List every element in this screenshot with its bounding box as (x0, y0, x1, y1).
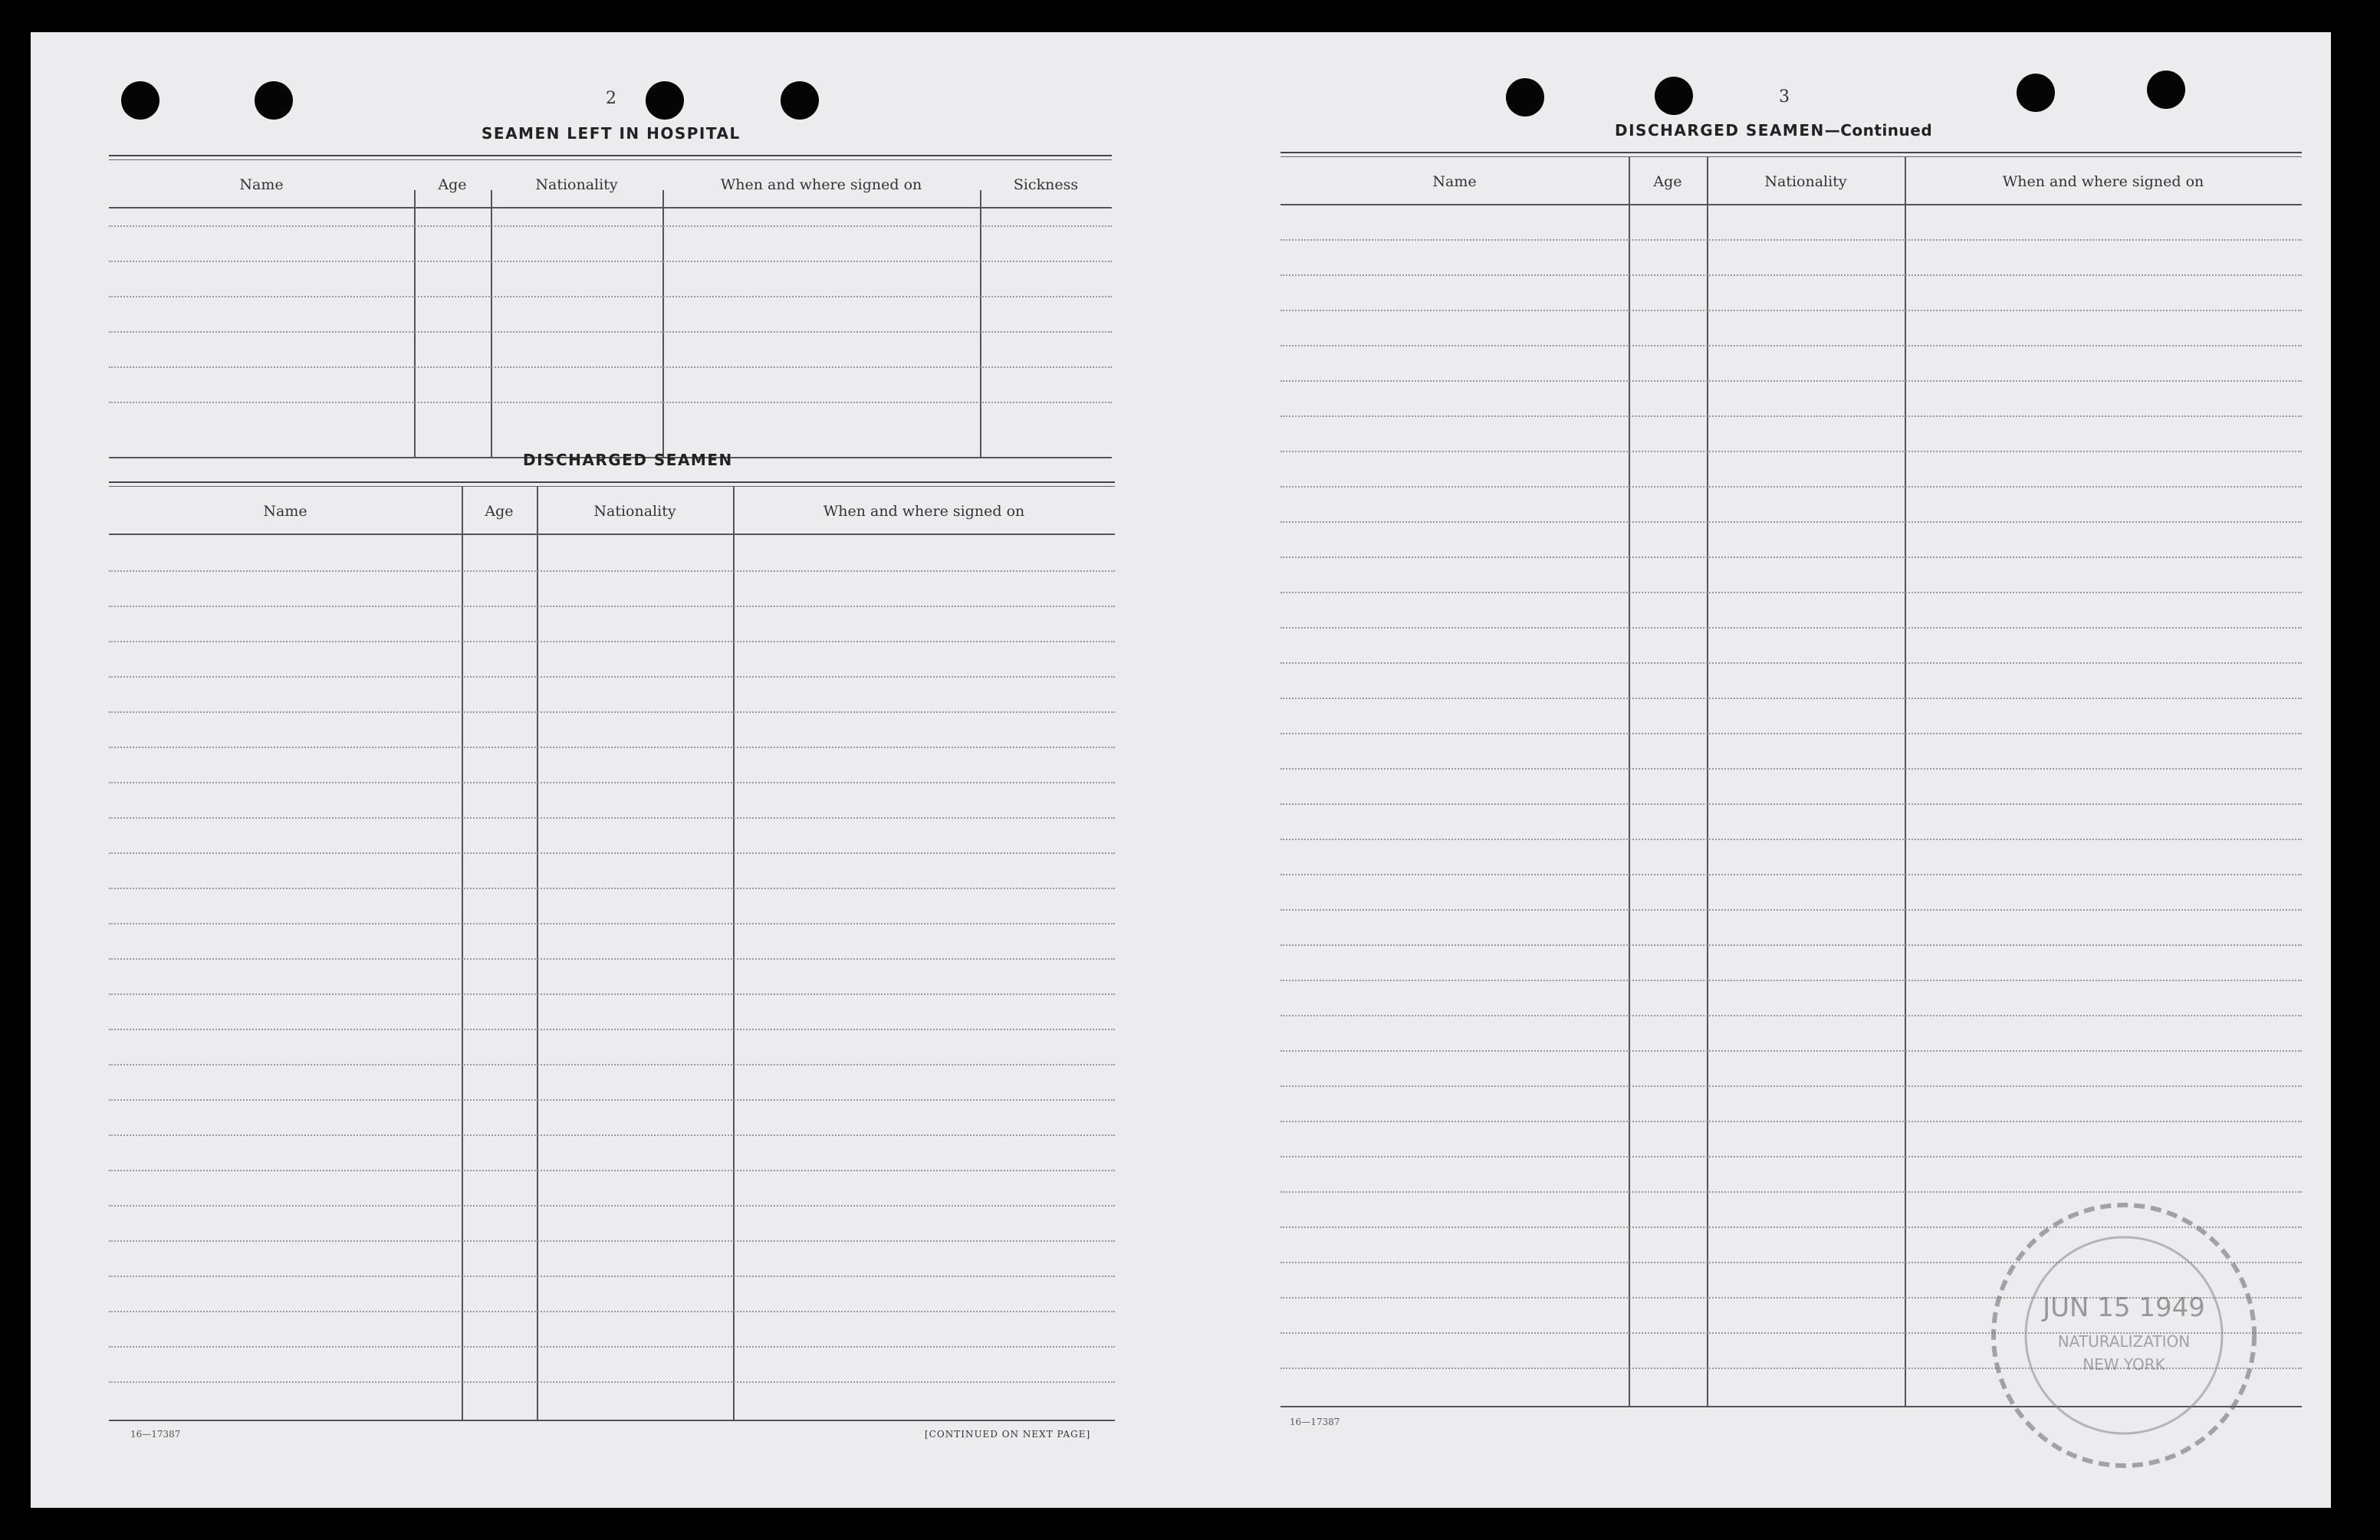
punch-hole (781, 81, 819, 120)
stamp-line2: NEW YORK (2082, 1355, 2165, 1374)
punch-hole (2017, 74, 2055, 112)
page-number-right: 3 (1779, 87, 1790, 107)
col-age: Age (485, 503, 514, 520)
form-code-right: 16—17387 (1290, 1417, 1340, 1427)
col-sickness: Sickness (1013, 176, 1079, 193)
punch-hole (2147, 71, 2185, 109)
col-name: Name (1432, 173, 1477, 190)
col-nationality: Nationality (1764, 173, 1847, 190)
form-code-left: 16—17387 (130, 1429, 181, 1440)
col-age: Age (1653, 173, 1682, 190)
continued-note: [CONTINUED ON NEXT PAGE] (925, 1429, 1091, 1440)
col-name: Name (263, 503, 307, 520)
hospital-title: SEAMEN LEFT IN HOSPITAL (482, 124, 741, 143)
punch-hole (255, 81, 293, 120)
stamp-date: JUN 15 1949 (2043, 1292, 2205, 1323)
discharged-table-left (109, 481, 1115, 1421)
punch-hole (1655, 77, 1693, 115)
title-main: DISCHARGED SEAMEN (1615, 121, 1825, 140)
col-name: Name (239, 176, 284, 193)
discharged-title: DISCHARGED SEAMEN (523, 451, 733, 469)
punch-hole (646, 81, 684, 120)
col-signed-on: When and where signed on (2002, 173, 2204, 190)
discharged-continued-title (1615, 121, 1932, 140)
page-number-left: 2 (606, 89, 616, 108)
col-age: Age (438, 176, 467, 193)
naturalization-stamp (1978, 1190, 2270, 1481)
stamp-line1: NATURALIZATION (2057, 1332, 2191, 1351)
col-signed-on: When and where signed on (720, 176, 922, 193)
title-continued: —Continued (1824, 121, 1933, 140)
punch-hole (121, 81, 159, 120)
col-nationality: Nationality (535, 176, 618, 193)
col-nationality: Nationality (593, 503, 676, 520)
col-signed-on: When and where signed on (823, 503, 1025, 520)
document-sheet (31, 32, 2331, 1508)
hospital-table (109, 155, 1112, 458)
punch-hole (1506, 78, 1544, 117)
